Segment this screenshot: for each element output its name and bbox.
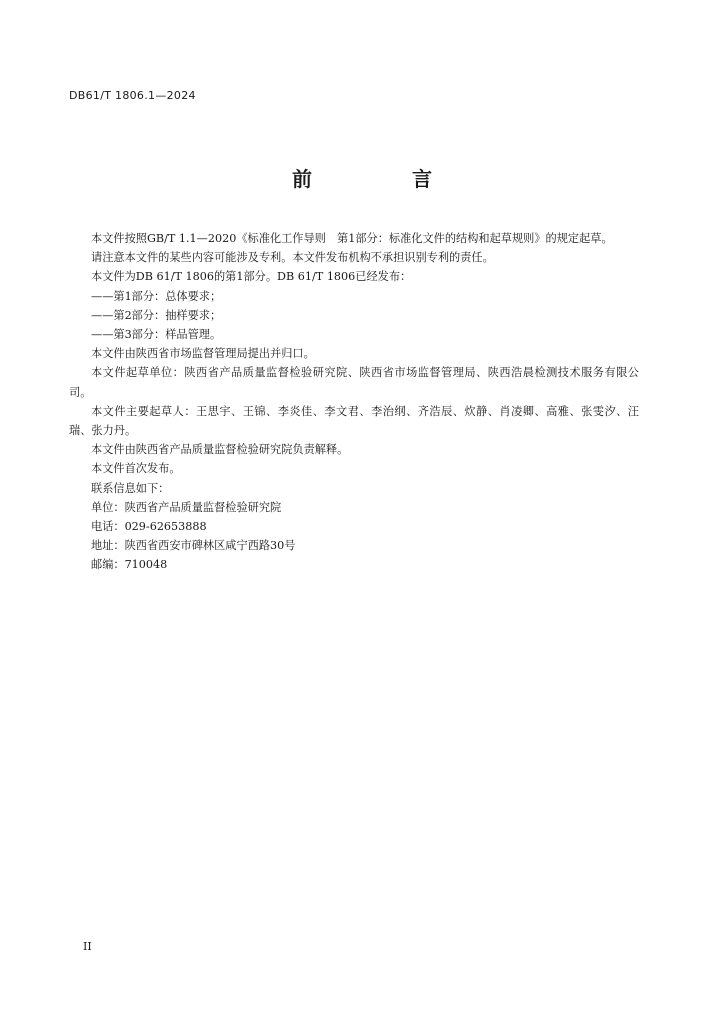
paragraph-proposer: 本文件由陕西省市场监督管理局提出并归口。 <box>91 347 315 361</box>
paragraph-contact-heading: 联系信息如下： <box>91 481 170 495</box>
contact-unit: 单位：陕西省产品质量监督检验研究院 <box>91 500 282 514</box>
document-code: DB61/T 1806.1—2024 <box>69 89 196 102</box>
page-title: 前 言 <box>292 167 472 191</box>
paragraph-part-info: 本文件为DB 61/T 1806的第1部分。DB 61/T 1806已经发布： <box>91 270 412 284</box>
paragraph-first-release: 本文件首次发布。 <box>91 462 181 476</box>
list-item-part-2: ——第2部分：抽样要求； <box>91 308 222 322</box>
paragraph-drafting-units: 本文件起草单位：陕西省产品质量监督检验研究院、陕西省市场监督管理局、陕西浩晨检测技术服务有限公司。 <box>69 366 639 399</box>
paragraph-drafters: 本文件主要起草人：王思宇、王锦、李炎佳、李文君、李治纲、齐浩辰、炊静、肖凌卿、高雅、张雯汐、汪瑞、张力丹。 <box>69 404 639 438</box>
page-number: II <box>83 940 92 953</box>
contact-postcode: 邮编：710048 <box>91 558 168 572</box>
paragraph-patent-notice: 请注意本文件的某些内容可能涉及专利。本文件发布机构不承担识别专利的责任。 <box>91 251 494 265</box>
paragraph-interpretation: 本文件由陕西省产品质量监督检验研究院负责解释。 <box>91 443 349 457</box>
list-item-part-1: ——第1部分：总体要求； <box>91 289 222 303</box>
paragraph-drafting-rules: 本文件按照GB/T 1.1—2020《标准化工作导则 第1部分：标准化文件的结构和起草规则》的规定起草。 <box>91 232 613 245</box>
contact-address: 地址：陕西省西安市碑林区咸宁西路30号 <box>91 539 296 553</box>
foreword-body <box>69 229 639 575</box>
list-item-part-3: ——第3部分：样品管理。 <box>91 328 222 342</box>
contact-phone: 电话：029-62653888 <box>91 520 207 534</box>
